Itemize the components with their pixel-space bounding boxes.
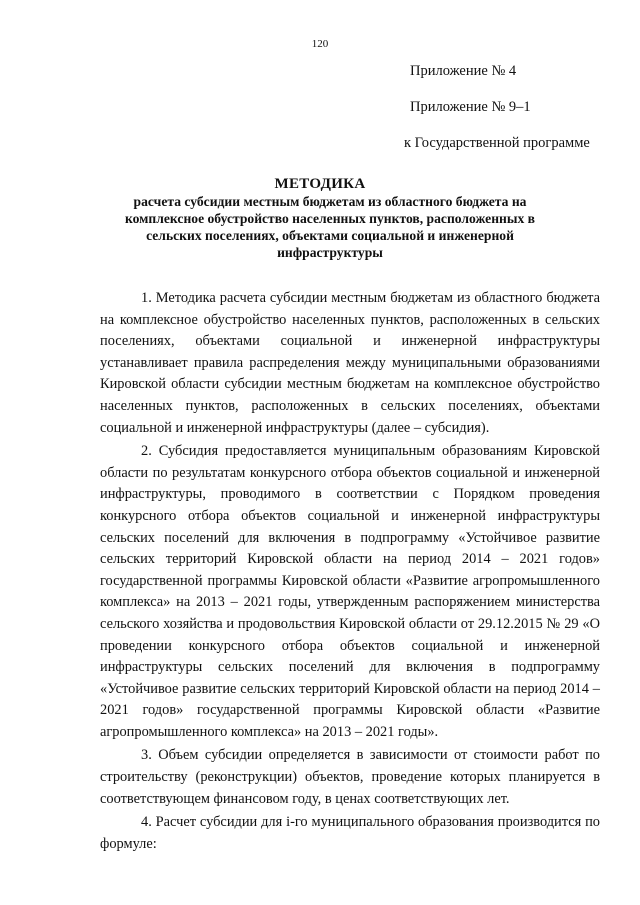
document-subtitle: расчета субсидии местным бюджетам из областного бюджета на комплексное обустройство населенных пунктов, расположенных в сельских поселениях, объектами социальной и инженерной инфраструктуры	[124, 194, 536, 260]
paragraph-3: 3. Объем субсидии определяется в зависимости от стоимости работ по строительству (реконструкции) объектов, проведение которых планируется в соответствующем финансовом году, в ценах соответствующих лет.	[100, 747, 600, 807]
page-number: 120	[311, 38, 329, 50]
appendix-line-2: Приложение № 9–1	[410, 99, 531, 115]
paragraph-1: 1. Методика расчета субсидии местным бюджетам из областного бюджета на комплексное обустройство населенных пунктов, расположенных в сельских поселениях, объектами социальной и инженерной инфраструктуры устанавливает правила распределения между муниципальными образованиями Кировской области субсидии местным бюджетам на комплексное обустройство населенных пунктов, расположенных в сельских поселениях, объектами социальной и инженерной инфраструктуры (далее – субсидия).	[100, 290, 600, 436]
paragraph-4: 4. Расчет субсидии для i-го муниципального образования производится по формуле:	[100, 814, 600, 852]
appendix-line-1: Приложение № 4	[410, 63, 517, 79]
paragraph-2: 2. Субсидия предоставляется муниципальным образованиям Кировской области по результатам конкурсного отбора объектов социальной и инженерной инфраструктуры, проводимого в соответствии с Порядком проведения конкурсного отбора объектов социальной и инженерной инфраструктуры сельских поселений для включения в подпрограмму «Устойчивое развитие сельских территорий Кировской области на период 2014 – 2021 годов» государственной программы Кировской области «Развитие агропромышленного комплекса» на 2013 – 2021 годы, утвержденным распоряжением министерства сельского хозяйства и продовольствия Кировской области от 29.12.2015 № 29 «О проведении конкурсного отбора объектов социальной и инженерной инфраструктуры сельских поселений для включения в подпрограмму «Устойчивое развитие сельских территорий Кировской области на период 2014 – 2021 годов» государственной программы Кировской области «Развитие агропромышленного комплекса» на 2013 – 2021 годы».	[100, 443, 600, 740]
document-body	[100, 288, 600, 857]
appendix-line-3: к Государственной программе	[404, 135, 590, 151]
document-title: МЕТОДИКА	[274, 176, 366, 192]
